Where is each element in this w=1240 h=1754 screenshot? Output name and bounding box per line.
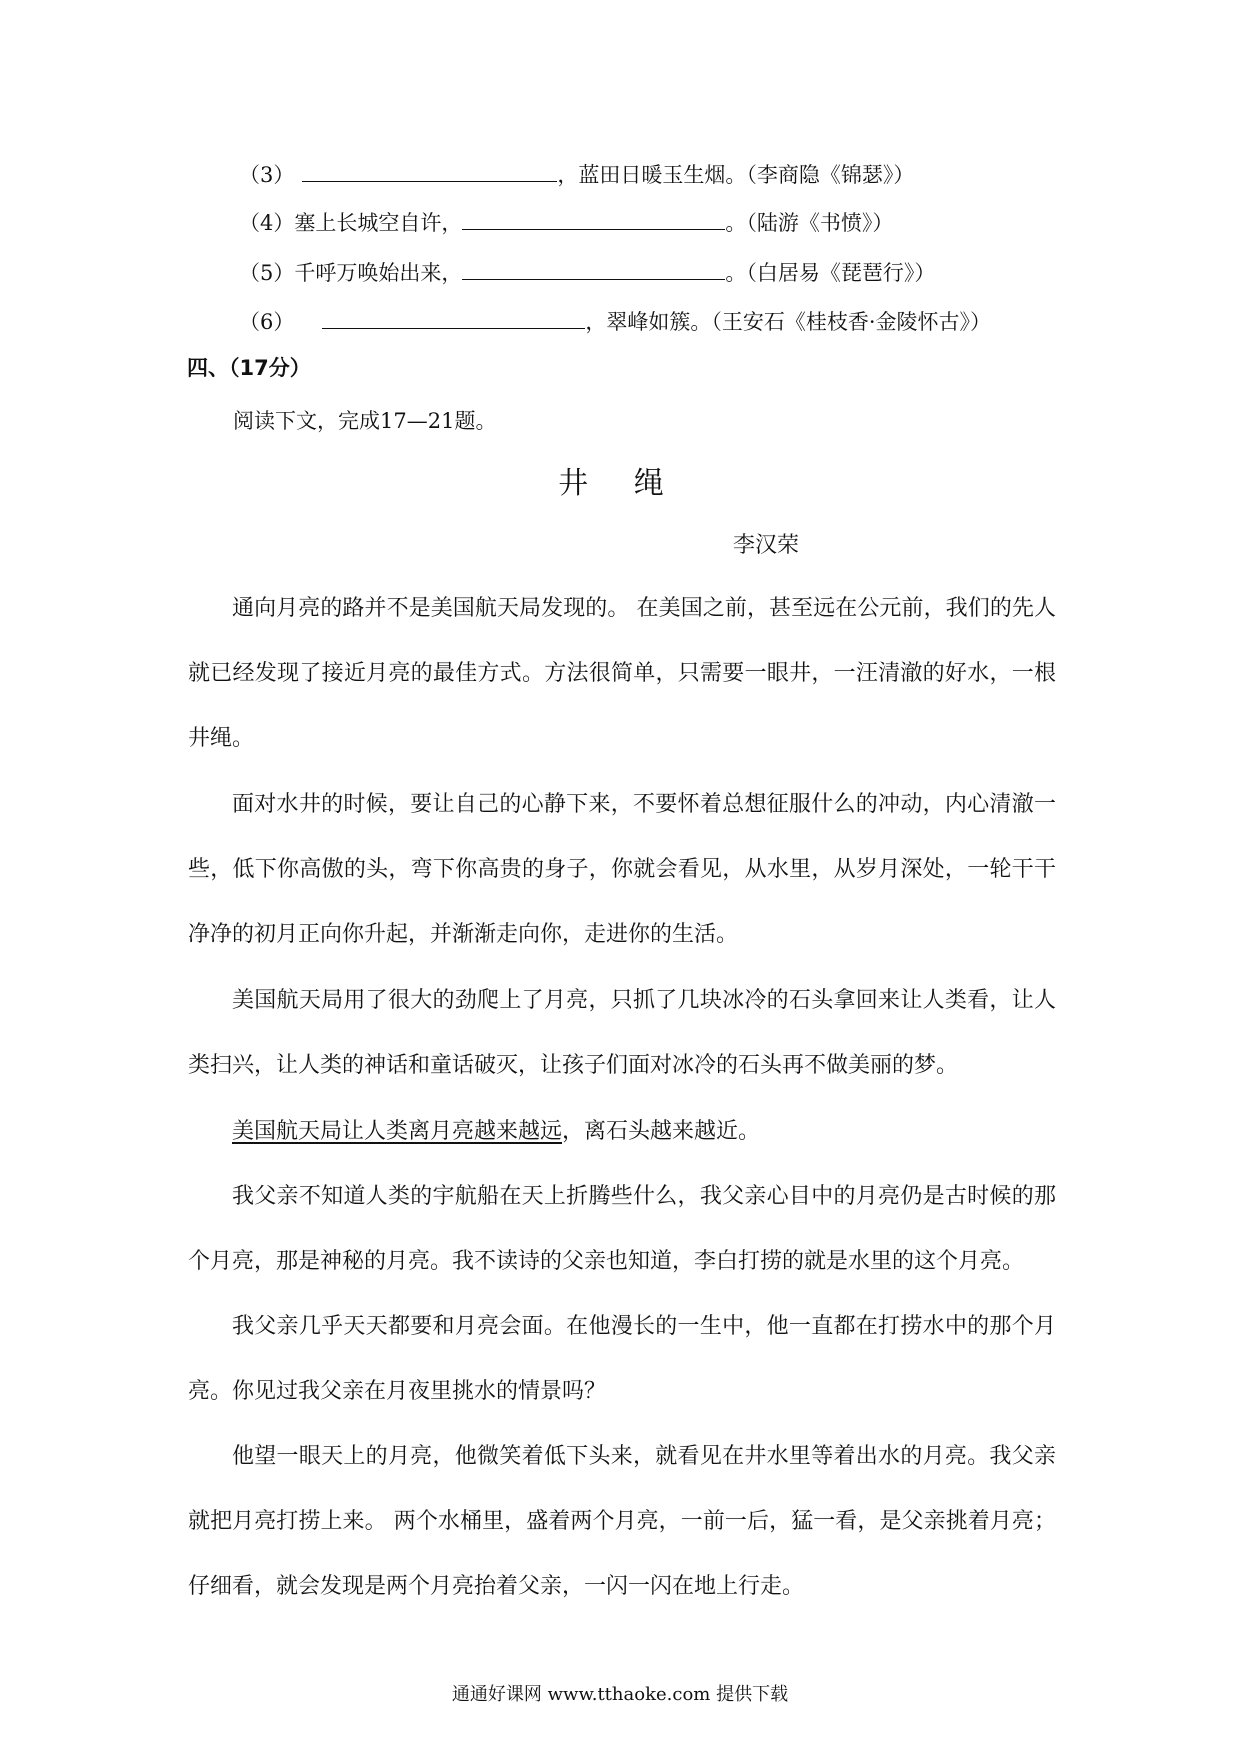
page-footer: 通通好课网 www.tthaoke.com 提供下载 bbox=[451, 1684, 789, 1705]
article-paragraph: 通向月亮的路并不是美国航天局发现的。 在美国之前，甚至远在公元前，我们的先人就已经发现了接近月亮的最佳方式。方法很简单，只需要一眼井，一汪清澈的好水，一根井绳。 bbox=[188, 596, 1056, 751]
item-text: 。（白居易《琵琶行》） bbox=[725, 261, 936, 285]
article-paragraph-underlined bbox=[188, 1099, 1056, 1164]
item-number: （6） bbox=[239, 310, 295, 334]
section-heading: 四、（17分） bbox=[187, 356, 311, 380]
item-text: 。（陆游《书愤》） bbox=[725, 211, 894, 235]
item-text: ，蓝田日暖玉生烟。（李商隐《锦瑟》） bbox=[557, 163, 915, 187]
underlined-sentence: 美国航天局让人类离月亮越来越远 bbox=[232, 1119, 563, 1144]
item-text: （5）千呼万唤始出来， bbox=[239, 261, 463, 285]
article-paragraph: 面对水井的时候，要让自己的心静下来，不要怀着总想征服什么的冲动，内心清澈一些，低下你高傲的头，弯下你高贵的身子，你就会看见，从水里，从岁月深处，一轮干干净净的初月正向你升起，并渐渐走向你，走进你的生活。 bbox=[188, 792, 1056, 947]
article-paragraph: 他望一眼天上的月亮，他微笑着低下头来，就看见在井水里等着出水的月亮。我父亲就把月亮打捞上来。 两个水桶里，盛着两个月亮，一前一后，猛一看，是父亲挑着月亮；仔细看，就会发现是两个月亮抬着父亲，一闪一闪在地上行走。 bbox=[188, 1444, 1056, 1599]
fill-in-item-5 bbox=[239, 253, 935, 293]
item-number: （3） bbox=[239, 163, 295, 187]
article-title: 井 绳 bbox=[558, 466, 682, 501]
answer-blank[interactable] bbox=[462, 203, 725, 230]
article-paragraph: 你见过我父亲在月夜里挑水的情景吗？ bbox=[232, 1379, 607, 1404]
fill-in-item-3 bbox=[239, 155, 914, 195]
article-author: 李汉荣 bbox=[733, 533, 800, 558]
article-paragraph: 我父亲不知道人类的宇航船在天上折腾些什么，我父亲心目中的月亮仍是古时候的那个月亮，那是神秘的月亮。我不读诗的父亲也知道，李白打捞的就是水里的这个月亮。 bbox=[188, 1184, 1056, 1274]
section-instruction: 阅读下文，完成17—21题。 bbox=[233, 409, 497, 433]
answer-blank[interactable] bbox=[322, 302, 585, 329]
fill-in-item-4 bbox=[239, 203, 893, 243]
article-paragraph: 美国航天局用了很大的劲爬上了月亮，只抓了几块冰冷的石头拿回来让人类看，让人类扫兴，让人类的神话和童话破灭，让孩子们面对冰冷的石头再不做美丽的梦。 bbox=[188, 988, 1056, 1078]
item-text: （4）塞上长城空自许， bbox=[239, 211, 463, 235]
answer-blank[interactable] bbox=[462, 253, 725, 280]
article-paragraph: 我父亲几乎天天都要和月亮会面。在他漫长的一生中，他一直都在打捞水中的那个月亮。 bbox=[188, 1314, 1056, 1404]
sentence-tail: ，离石头越来越近。 bbox=[562, 1119, 761, 1144]
answer-blank[interactable] bbox=[302, 155, 557, 182]
item-text: ，翠峰如簇。（王安石《桂枝香·金陵怀古》） bbox=[585, 310, 992, 334]
fill-in-item-6 bbox=[239, 302, 991, 342]
